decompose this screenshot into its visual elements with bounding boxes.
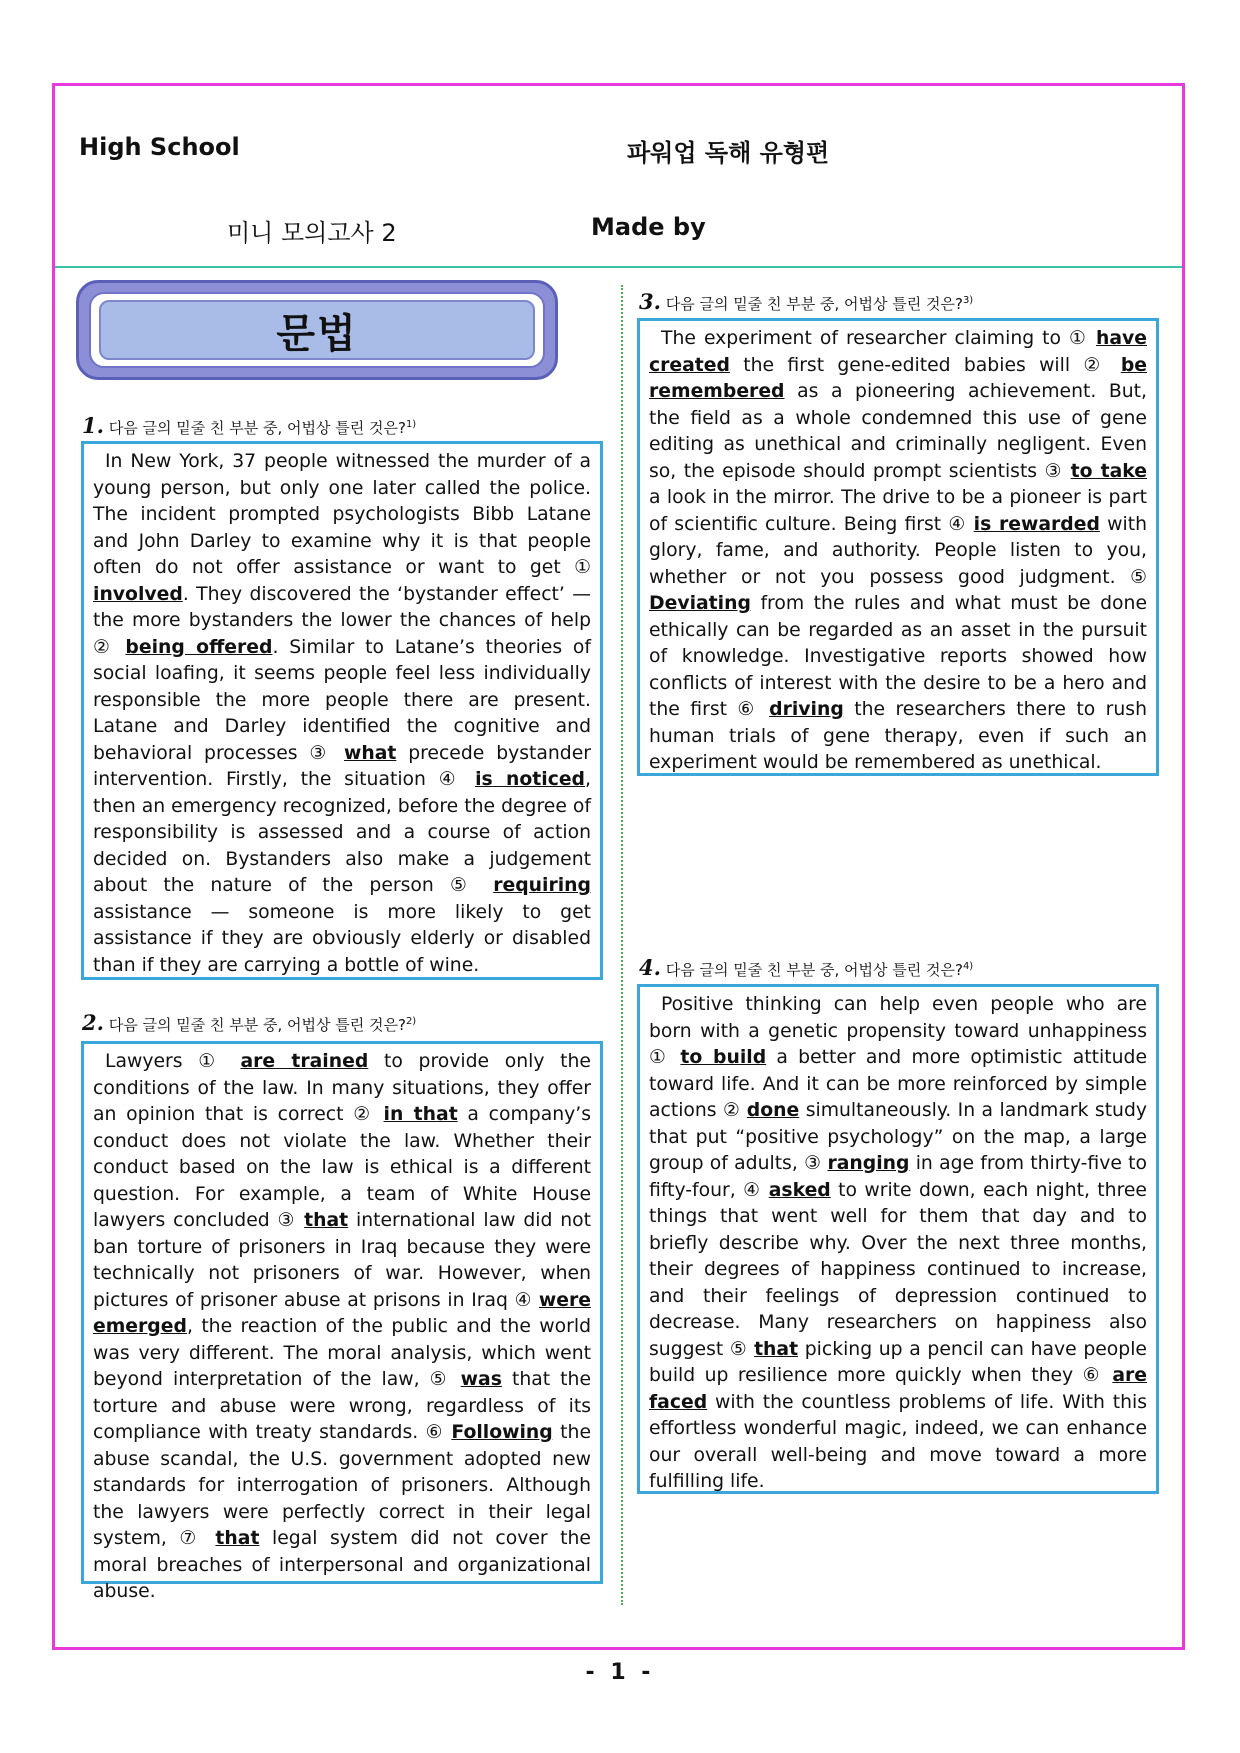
made-by-label: Made by: [591, 213, 706, 241]
test-title: 미니 모의고사 2: [227, 219, 397, 247]
question-2-prompt: 다음 글의 밑줄 친 부분 중, 어법상 틀린 것은?: [108, 1016, 406, 1034]
banner-inner: [89, 292, 545, 368]
passage-text: The experiment of researcher claiming to ①: [661, 328, 1096, 349]
question-4-number: 4.: [639, 955, 661, 980]
passage-text: In New York, 37 people witnessed the murder of a young person, but only one later called the police. The incident prompted psychologists Bibb Latane and John Darley to examine why it is that people often do not offer assistance or want to get ①: [93, 451, 591, 578]
question-4-note: 4): [962, 961, 974, 972]
underlined-choice: driving: [769, 699, 844, 720]
question-2-title: [82, 1010, 416, 1035]
underlined-choice: were emerged: [93, 1289, 591, 1337]
passage-text: , then an emergency recognized, before the degree of responsibility is assessed and a course of action decided on. Bystanders also make a judgement about the nature of the person ⑤: [93, 769, 591, 896]
question-4-title: [639, 955, 973, 980]
underlined-choice: involved: [93, 583, 183, 605]
question-1-number: 1.: [82, 413, 104, 438]
passage-text: the first gene-edited babies will ②: [729, 354, 1121, 376]
question-3-note: 3): [962, 295, 974, 306]
header-divider: [55, 266, 1182, 268]
passage-text: . Similar to Latane’s theories of social loafing, it seems people feel less individually responsible the more people there are present. Latane and Darley identified the cognitive and behavioral processes ③: [93, 636, 591, 764]
school-label: High School: [79, 133, 240, 161]
question-3-number: 3.: [639, 289, 661, 314]
passage-text: . They discovered the ‘bystander effect’ — the more bystanders the lower the chances of help ②: [93, 583, 591, 658]
question-1-title: [82, 413, 416, 438]
question-3-title: [639, 289, 973, 314]
section-title: 문법: [276, 310, 358, 357]
underlined-choice: requiring: [493, 875, 591, 896]
passage-text: , the reaction of the public and the world was very different. The moral analysis, which went beyond interpretation of the law, ⑤: [93, 1316, 591, 1390]
passage-text: that the torture and abuse were wrong, regardless of its compliance with treaty standards. ⑥: [93, 1369, 591, 1443]
question-3-prompt: 다음 글의 밑줄 친 부분 중, 어법상 틀린 것은?: [665, 295, 963, 313]
question-2-number: 2.: [82, 1010, 104, 1035]
banner-core: [99, 300, 535, 360]
underlined-choice: are trained: [240, 1051, 369, 1072]
underlined-choice: that: [754, 1338, 799, 1360]
question-4-prompt: 다음 글의 밑줄 친 부분 중, 어법상 틀린 것은?: [665, 961, 963, 979]
passage-text: legal system did not cover the moral breaches of interpersonal and organizational abuse.: [93, 1528, 591, 1602]
passage-text: with the countless problems of life. With this effortless wonderful magic, indeed, we can enhance our overall well-being and move toward a more fulfilling life.: [649, 1391, 1147, 1492]
passage-text: simultaneously. In a landmark study that put “positive psychology” on the map, a large group of adults, ③: [649, 1100, 1147, 1174]
underlined-choice: to take: [1070, 460, 1147, 482]
passage-text: as a pioneering achievement. But, the field as a whole condemned this use of gene editing as unethical and criminally negligent. Even so, the episode should prompt scientists ③: [649, 381, 1147, 482]
underlined-choice: be remembered: [649, 354, 1147, 402]
passage-text: assistance — someone is more likely to get assistance if they are obviously elderly or disabled than if they are carrying a bottle of wine.: [93, 901, 591, 976]
question-4-passage: [637, 984, 1159, 1494]
passage-text: a company’s conduct does not violate the law. Whether their conduct based on the law is ethical is a different question. For example, a team of White House lawyers concluded ③: [93, 1104, 591, 1231]
underlined-choice: that: [304, 1210, 349, 1231]
passage-text: in age from thirty-five to fifty-four, ④: [649, 1153, 1147, 1201]
passage-text: a better and more optimistic attitude toward life. And it can be more reinforced by simple actions ②: [649, 1047, 1147, 1121]
question-2-passage: [81, 1041, 603, 1602]
passage-text: with glory, fame, and authority. People listen to you, whether or not you possess good judgment. ⑤: [649, 513, 1147, 588]
passage-text: Positive thinking can help even people who are born with a genetic propensity toward unhappiness ①: [649, 994, 1147, 1068]
underlined-choice: that: [215, 1528, 260, 1549]
passage-text: from the rules and what must be done ethically can be regarded as an asset in the pursuit of knowledge. Investigative reports showed how conflicts of interest with the desire to be a hero and the first ⑥: [649, 593, 1147, 720]
passage-text: Lawyers ①: [105, 1051, 241, 1072]
passage-text: the researchers there to rush human trials of gene therapy, even if such an experiment would be remembered as unethical.: [649, 699, 1147, 773]
underlined-choice: to build: [680, 1047, 767, 1068]
underlined-choice: done: [746, 1100, 800, 1121]
question-2-note: 2): [405, 1016, 417, 1027]
underlined-choice: have created: [649, 328, 1147, 376]
underlined-choice: ranging: [827, 1153, 910, 1174]
underlined-choice: was: [460, 1369, 502, 1390]
passage-text: to write down, each night, three things that went well for them that day and to briefly describe why. Over the next three months, their degrees of happiness continued to increase, and their feelings of depression continued to decrease. Many researchers on happiness also suggest ⑤: [649, 1179, 1147, 1360]
question-1-prompt: 다음 글의 밑줄 친 부분 중, 어법상 틀린 것은?: [108, 419, 406, 437]
passage-text: a look in the mirror. The drive to be a pioneer is part of scientific culture. Being first ④: [649, 487, 1147, 535]
book-title: 파워업 독해 유형편: [627, 139, 830, 167]
underlined-choice: what: [343, 742, 397, 764]
question-1-passage: [81, 441, 603, 980]
passage-text: to provide only the conditions of the law. In many situations, they offer an opinion that is correct ②: [93, 1051, 591, 1125]
question-1-note: 1): [405, 419, 417, 430]
passage-text: international law did not ban torture of prisoners in Iraq because they were technically not prisoners of war. However, when pictures of prisoner abuse at prisons in Iraq ④: [93, 1210, 591, 1311]
underlined-choice: in that: [383, 1104, 458, 1125]
underlined-choice: Following: [451, 1422, 553, 1443]
question-3-passage: [637, 318, 1159, 776]
underlined-choice: being offered: [125, 636, 273, 658]
passage-text: the abuse scandal, the U.S. government adopted new standards for interrogation of prisoners. Although the lawyers were perfectly correct in their legal system, ⑦: [93, 1422, 591, 1549]
underlined-choice: asked: [768, 1179, 831, 1201]
section-banner: [76, 280, 558, 380]
underlined-choice: are faced: [649, 1365, 1147, 1413]
passage-text: picking up a pencil can have people build up resilience more quickly when they ⑥: [649, 1338, 1147, 1386]
underlined-choice: is noticed: [475, 769, 586, 790]
underlined-choice: Deviating: [649, 593, 751, 614]
underlined-choice: is rewarded: [973, 513, 1100, 535]
column-divider: [621, 285, 623, 1605]
page-number: - 1 -: [585, 1660, 655, 1685]
passage-text: precede bystander intervention. Firstly, the situation ④: [93, 742, 591, 790]
